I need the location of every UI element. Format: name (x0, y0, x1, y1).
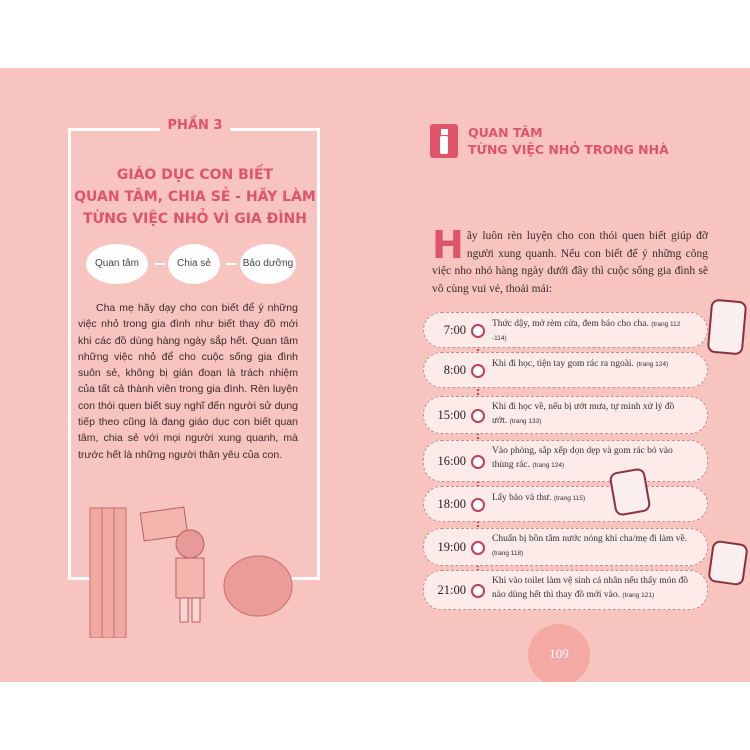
dash (226, 263, 236, 265)
title-line: QUAN TÂM, CHIA SẺ - HÃY LÀM (74, 189, 316, 205)
section-title (70, 164, 320, 230)
schedule-row (423, 352, 708, 388)
page-ref: (trang 133) (509, 418, 542, 425)
illustration-16pm (608, 467, 651, 517)
schedule-row (423, 312, 708, 348)
page-ref: (trang 115) (553, 495, 586, 502)
right-title (468, 124, 669, 158)
clock-icon (471, 498, 485, 512)
clock-icon (471, 541, 485, 555)
page-ref: (trang 118) (492, 550, 524, 557)
schedule-text (492, 357, 689, 371)
schedule-time: 21:00 (437, 583, 466, 597)
task: Khi đi học, tiện tay gom rác ra ngoài. (492, 359, 634, 369)
spray-bottle-icon (430, 124, 458, 158)
intro-text (432, 223, 708, 298)
schedule-text (492, 532, 689, 560)
title-line: TỪNG VIỆC NHỎ VÌ GIA ĐÌNH (83, 211, 307, 227)
schedule-text (492, 491, 689, 505)
body-text: Cha mẹ hãy dạy cho con biết để ý những việc nhỏ trong gia đình như biết thay đồ mới khi các đồ dùng hàng ngày sắp hết. Quan tâm những việc nhỏ để cho cuộc sống gia đình suôn sẻ, không bị gián đoạn là trách nhiệm của tất cả thành viên trong gia đình. Rèn luyện con thói quen biết suy nghĩ đến người sử dụng tiếp theo cũng là đang giáo dục con biết quan tâm, chia sẻ với mọi người xung quanh, mà trước hết là những người thân yêu của con. (78, 302, 298, 461)
task: Vào phòng, sắp xếp dọn dẹp và gom rác bỏ vào thùng rác. (492, 446, 673, 470)
clock-icon (471, 364, 485, 378)
schedule-time: 19:00 (437, 540, 466, 554)
page-ref: (trang 112 -114) (492, 321, 681, 342)
part-label: PHẦN 3 (160, 118, 230, 133)
girl-door-illustration (80, 488, 300, 638)
clock-icon (471, 455, 485, 469)
page-ref: (trang 121) (622, 592, 655, 599)
task: Khi đi học về, nếu bị ướt mưa, tự mình xử lý đồ ướt. (492, 402, 675, 426)
title-line: TỪNG VIỆC NHỎ TRONG NHÀ (468, 142, 669, 157)
schedule-row (423, 440, 708, 482)
book-spread (0, 68, 750, 682)
clock-icon (471, 584, 485, 598)
title-line: GIÁO DỤC CON BIẾT (116, 167, 274, 183)
schedule-time: 8:00 (443, 363, 466, 377)
illustration-7am (707, 299, 748, 356)
intro-body: ãy luôn rèn luyện cho con thói quen biết giúp đỡ người xung quanh. Nếu con biết để ý những công việc nho nhỏ hàng ngày dưới đây thì cuộc sống gia đình sẽ vô cùng vui vẻ, thoải mái: (432, 230, 708, 295)
pill-chia-se: Chia sẻ (168, 244, 220, 284)
illustration-19pm (707, 540, 748, 587)
task: Khi vào toilet làm vệ sinh cá nhân nếu thấy món đồ nào dùng hết thì thay đồ mới vào. (492, 576, 689, 600)
page-ref: (trang 124) (636, 361, 669, 368)
page-ref: (trang 124) (532, 462, 565, 469)
clock-icon (471, 324, 485, 338)
schedule-row (423, 570, 708, 610)
schedule-row (423, 396, 708, 434)
schedule-time: 7:00 (443, 323, 466, 337)
schedule-text (492, 444, 689, 472)
task: Lấy báo và thư. (492, 493, 552, 503)
schedule-text (492, 574, 689, 602)
task: Chuẩn bị bồn tắm nước nóng khi cha/mẹ đi làm về. (492, 534, 688, 544)
schedule-text (492, 317, 689, 345)
pill-bao-duong: Bảo dưỡng (240, 244, 296, 284)
title-line: QUAN TÂM (468, 125, 543, 140)
schedule-row (423, 486, 708, 522)
page-number: 109 (528, 624, 590, 682)
schedule-time: 15:00 (437, 408, 466, 422)
drop-cap: H (432, 223, 464, 267)
schedule-time: 16:00 (437, 454, 466, 468)
dash (155, 263, 165, 265)
schedule-time: 18:00 (437, 497, 466, 511)
schedule-text (492, 400, 689, 428)
task: Thức dậy, mở rèm cửa, đem báo cho cha. (492, 319, 649, 329)
schedule-row (423, 528, 708, 566)
clock-icon (471, 409, 485, 423)
pill-quan-tam: Quan tâm (86, 244, 148, 284)
